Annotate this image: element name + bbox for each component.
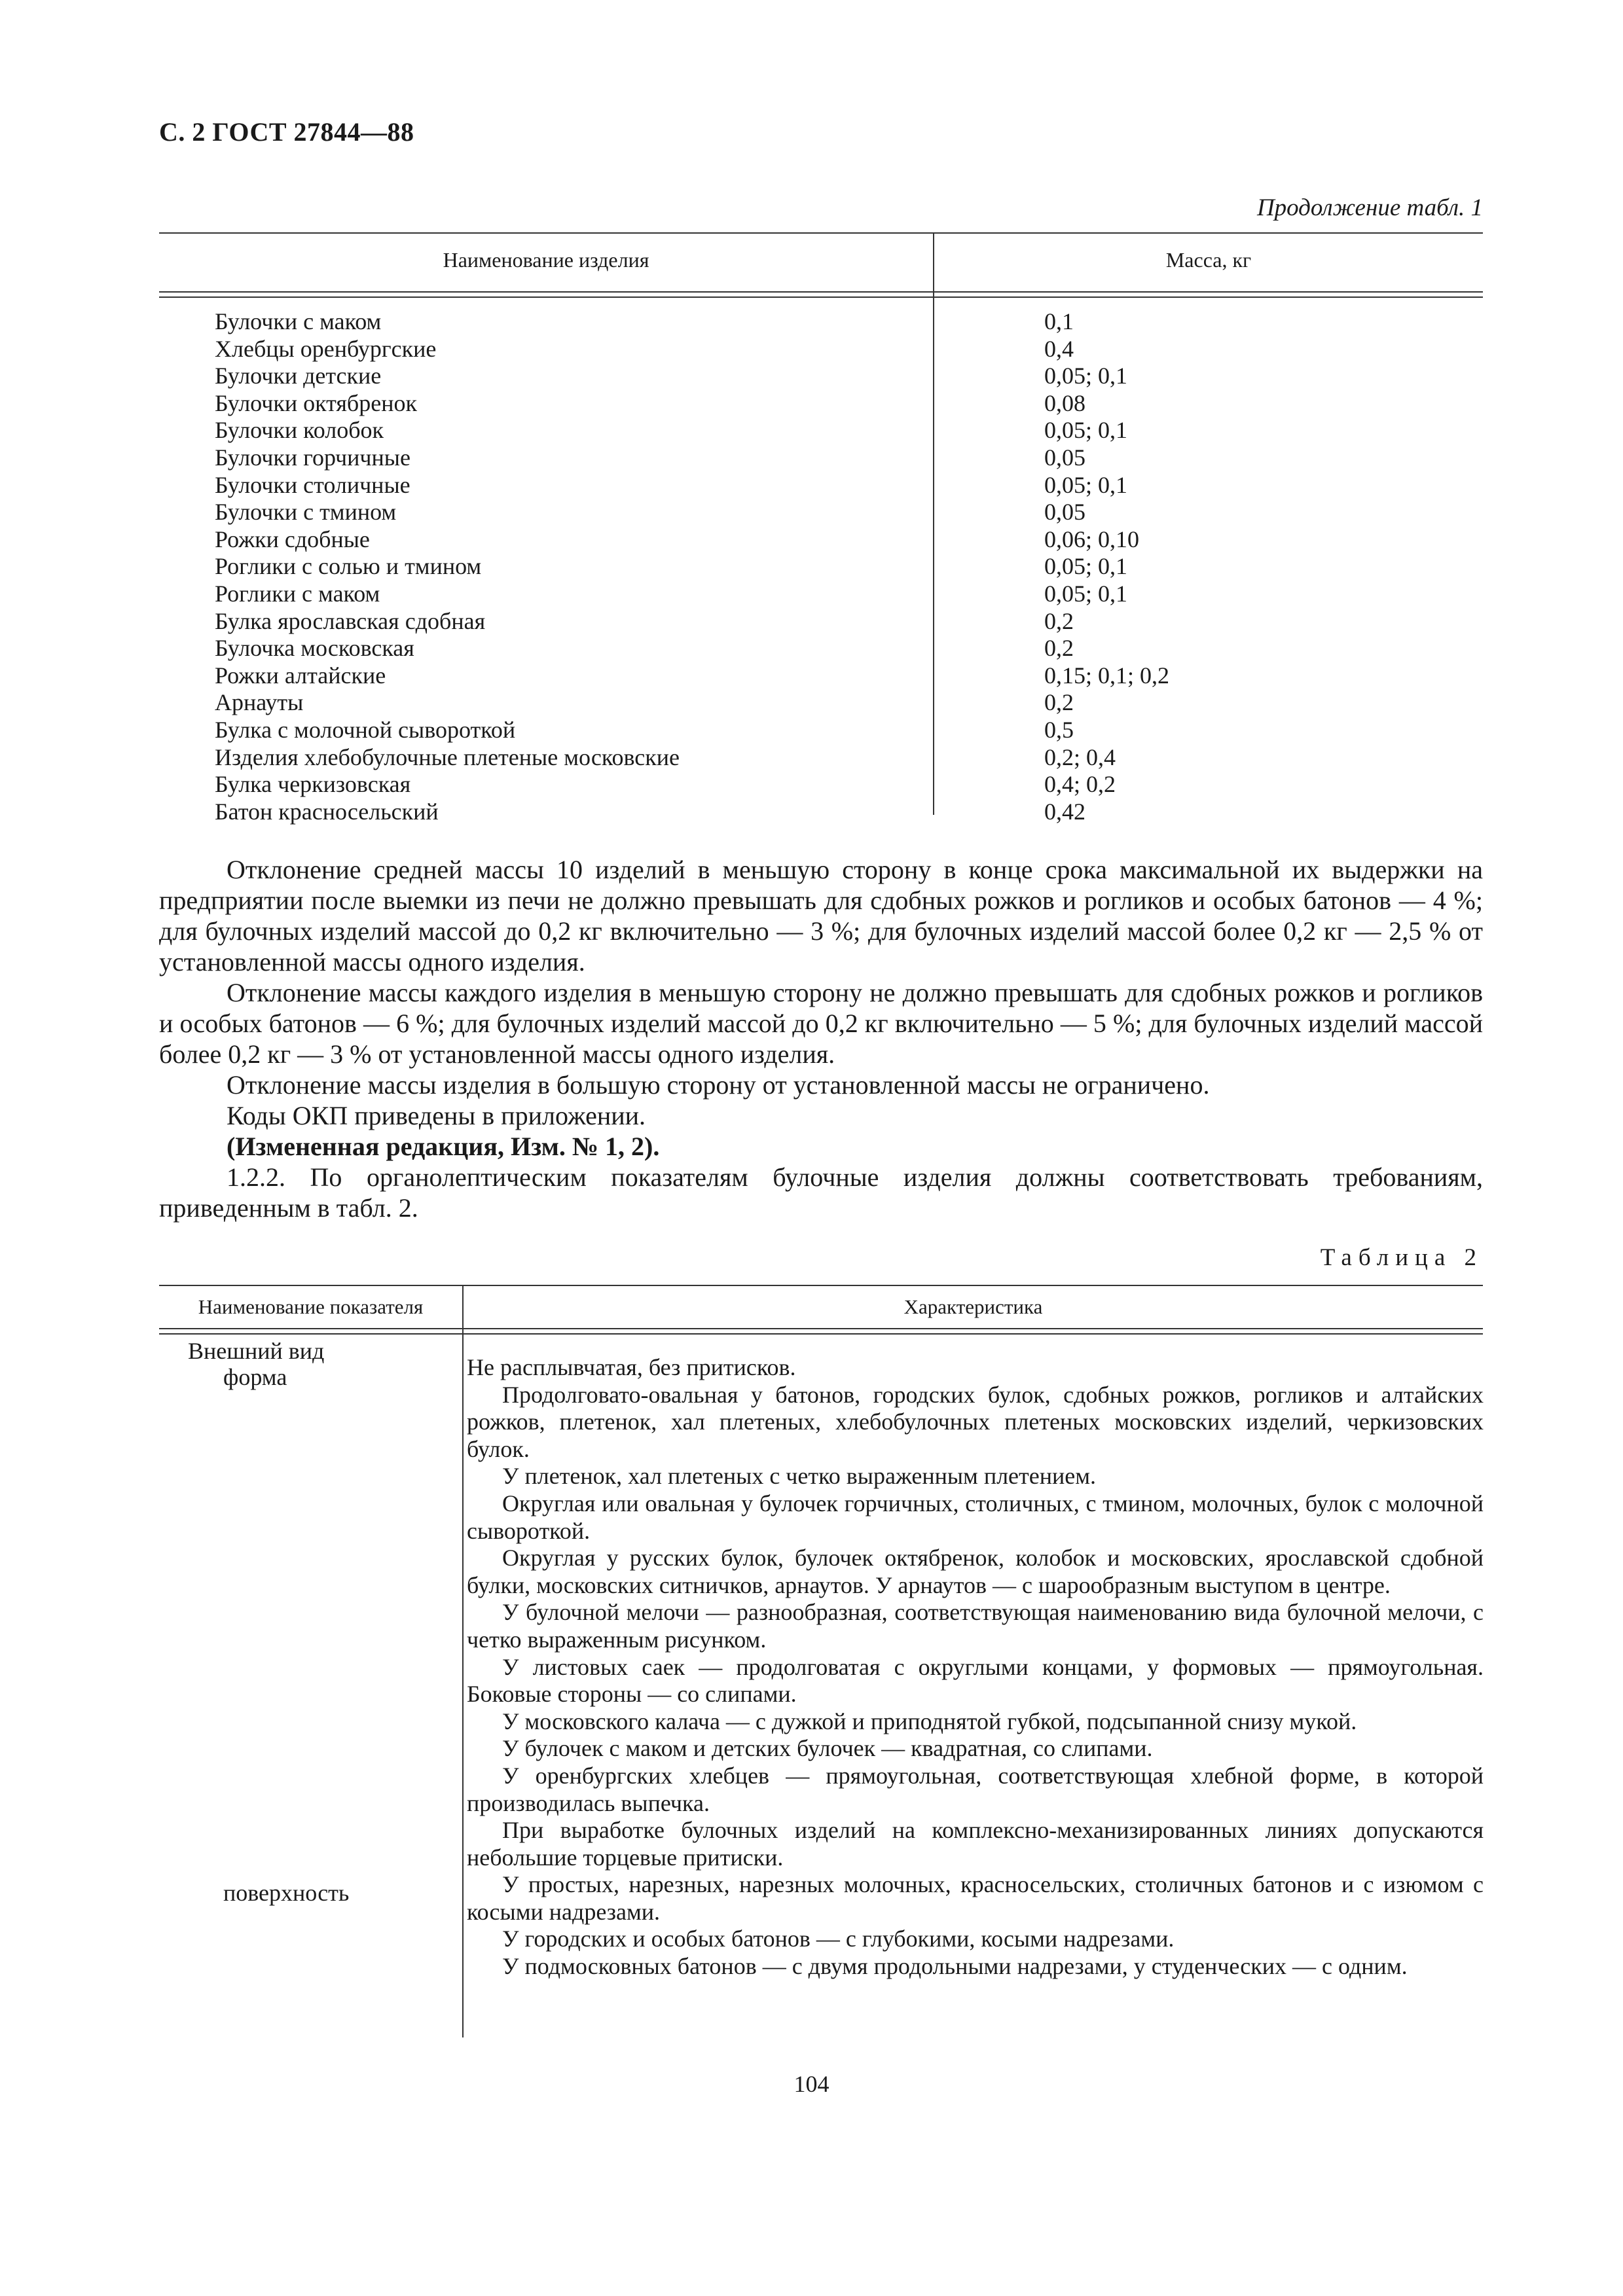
table-row [159,417,1483,444]
product-mass: 0,05; 0,1 [1044,471,1128,498]
page-number: 104 [793,2071,830,2097]
paragraph: Отклонение массы изделия в большую сторону от установленной массы не ограничено. [227,1070,1210,1100]
table-row [159,336,1483,363]
indicator-surface: поверхность [223,1880,350,1906]
characteristic-paragraph: У булочной мелочи — разнообразная, соответствующая наименованию вида булочной мелочи, с четко выраженным рисунком. [467,1599,1484,1653]
table-row [159,608,1483,636]
product-name: Булка ярославская сдобная [215,607,486,634]
table-row [159,662,1483,690]
characteristic-paragraph: У оренбургских хлебцев — прямоугольная, соответствующая хлебной форме, в которой производилась выпечка. [467,1762,1484,1816]
product-mass: 0,2 [1044,689,1074,716]
characteristic-paragraph: Округлая или овальная у булочек горчичных, столичных, с тмином, молочных, булок с молочной сывороткой. [467,1490,1484,1544]
characteristic-paragraph: У булочек с маком и детских булочек — квадратная, со слипами. [502,1735,1153,1762]
product-mass: 0,05; 0,1 [1044,417,1128,444]
page-header: С. 2 ГОСТ 27844—88 [159,117,414,147]
product-mass: 0,05; 0,1 [1044,580,1128,607]
product-name: Хлебцы оренбургские [215,335,437,362]
product-mass: 0,08 [1044,389,1085,416]
product-mass: 0,5 [1044,716,1074,743]
table-rule [159,1333,1483,1335]
characteristic-paragraph: Округлая у русских булок, булочек октябренок, колобок и московских, ярославской сдобной булки, московских ситничков, арнаутов. У арнаутов — с шарообразным выступом в центре. [467,1545,1484,1598]
table-rule [159,296,1483,298]
table-row [159,308,1483,336]
product-mass: 0,42 [1044,798,1085,825]
product-mass: 0,4; 0,2 [1044,771,1116,798]
amendment-note: (Измененная редакция, Изм. № 1, 2). [227,1132,660,1161]
paragraph: 1.2.2. По органолептическим показателям булочные изделия должны соответствовать требованиям, приведенным в табл. 2. [159,1162,1483,1223]
column-header-name: Наименование изделия [443,248,649,272]
paragraph: Отклонение средней массы 10 изделий в меньшую сторону в конце срока максимальной их выдержки на предприятии после выемки из печи не должно превышать для сдобных рожков и рогликов и особых батонов — 4 %; для булочных изделий массой до 0,2 кг включительно — 3 %; для булочных изделий массой более 0,2 кг — 2,5 % от установленной массы одного изделия. [159,855,1483,977]
characteristic-paragraph: У плетенок, хал плетеных с четко выраженным плетением. [502,1463,1097,1490]
product-name: Булка с молочной сывороткой [215,716,516,743]
table-row [159,771,1483,798]
table-row [159,798,1483,826]
product-mass: 0,2; 0,4 [1044,744,1116,770]
product-name: Булочки столичные [215,471,410,498]
table-row [159,390,1483,418]
table-rule [159,1285,1483,1286]
table-rule [159,1328,1483,1329]
product-mass: 0,05; 0,1 [1044,363,1128,389]
table-2 [159,1285,1483,2037]
table-rule [159,291,1483,293]
product-name: Изделия хлебобулочные плетеные московские [215,744,680,770]
product-name: Булочки колобок [215,417,384,444]
table-row [159,499,1483,526]
paragraph: Коды ОКП приведены в приложении. [227,1101,646,1130]
product-mass: 0,06; 0,10 [1044,526,1140,552]
table-row [159,444,1483,472]
product-mass: 0,2 [1044,607,1074,634]
paragraph: Отклонение массы каждого изделия в меньшую сторону не должно превышать для сдобных рожков и рогликов и особых батонов — 6 %; для булочных изделий массой до 0,2 кг включительно — 5 %; для булочных изделий массой более 0,2 кг — 3 % от установленной массы одного изделия. [159,978,1483,1069]
product-mass: 0,15; 0,1; 0,2 [1044,662,1170,689]
product-name: Булочки горчичные [215,444,410,471]
table-continuation-label: Продолжение табл. 1 [1256,194,1483,221]
product-mass: 0,05 [1044,499,1085,526]
table-row [159,581,1483,608]
product-name: Булочки октябренок [215,389,417,416]
table-row [159,689,1483,717]
table-row [159,744,1483,772]
characteristic-paragraph: У простых, нарезных, нарезных молочных, красносельских, столичных батонов и с изюмом с косыми надрезами. [467,1871,1484,1925]
table-1 [159,232,1483,825]
characteristic-paragraph: Продолговато-овальная у батонов, городских булок, сдобных рожков, рогликов и алтайских рожков, плетенок, хал плетеных, хлебобулочных плетеных московских изделий, черкизовских булок. [467,1381,1484,1462]
table-row [159,553,1483,581]
product-name: Роглики с маком [215,580,380,607]
characteristic-text [467,1354,1484,1981]
indicator-external-view: Внешний вид [188,1338,325,1364]
characteristic-paragraph: У подмосковных батонов — с двумя продольными надрезами, у студенческих — с одним. [502,1953,1408,1980]
product-mass: 0,1 [1044,308,1074,334]
table-rule [159,232,1483,234]
product-name: Булочки с маком [215,308,382,334]
product-name: Булка черкизовская [215,771,411,798]
product-name: Роглики с солью и тмином [215,553,482,580]
product-name: Булочка московская [215,635,414,662]
characteristic-paragraph: У городских и особых батонов — с глубокими, косыми надрезами. [502,1926,1175,1952]
characteristic-paragraph: У московского калача — с дужкой и приподнятой губкой, подсыпанной снизу мукой. [502,1708,1357,1734]
table-row [159,526,1483,554]
product-mass: 0,05; 0,1 [1044,553,1128,580]
table-column-divider [462,1285,464,2037]
product-mass: 0,2 [1044,635,1074,662]
column-header-mass: Масса, кг [1165,248,1252,272]
body-text [159,854,1483,1223]
indicator-form: форма [223,1364,287,1390]
product-name: Рожки алтайские [215,662,386,689]
product-name: Булочки детские [215,363,382,389]
product-name: Батон красносельский [215,798,439,825]
table-row [159,635,1483,662]
table-2-label: Таблица 2 [1320,1244,1483,1271]
column-header-characteristic: Характеристика [903,1295,1043,1318]
characteristic-paragraph: У листовых саек — продолговатая с округлыми концами, у формовых — прямоугольная. Боковые стороны — со слипами. [467,1653,1484,1708]
table-row [159,363,1483,390]
table-row [159,472,1483,499]
product-name: Булочки с тмином [215,499,397,526]
table-row [159,717,1483,744]
product-mass: 0,4 [1044,335,1074,362]
table-1-body [159,308,1483,825]
product-name: Арнауты [215,689,304,716]
characteristic-paragraph: При выработке булочных изделий на комплексно-механизированных линиях допускаются небольшие торцевые притиски. [467,1817,1484,1871]
product-name: Рожки сдобные [215,526,370,552]
product-mass: 0,05 [1044,444,1085,471]
characteristic-paragraph: Не расплывчатая, без притисков. [467,1354,796,1380]
column-header-indicator: Наименование показателя [198,1295,424,1318]
